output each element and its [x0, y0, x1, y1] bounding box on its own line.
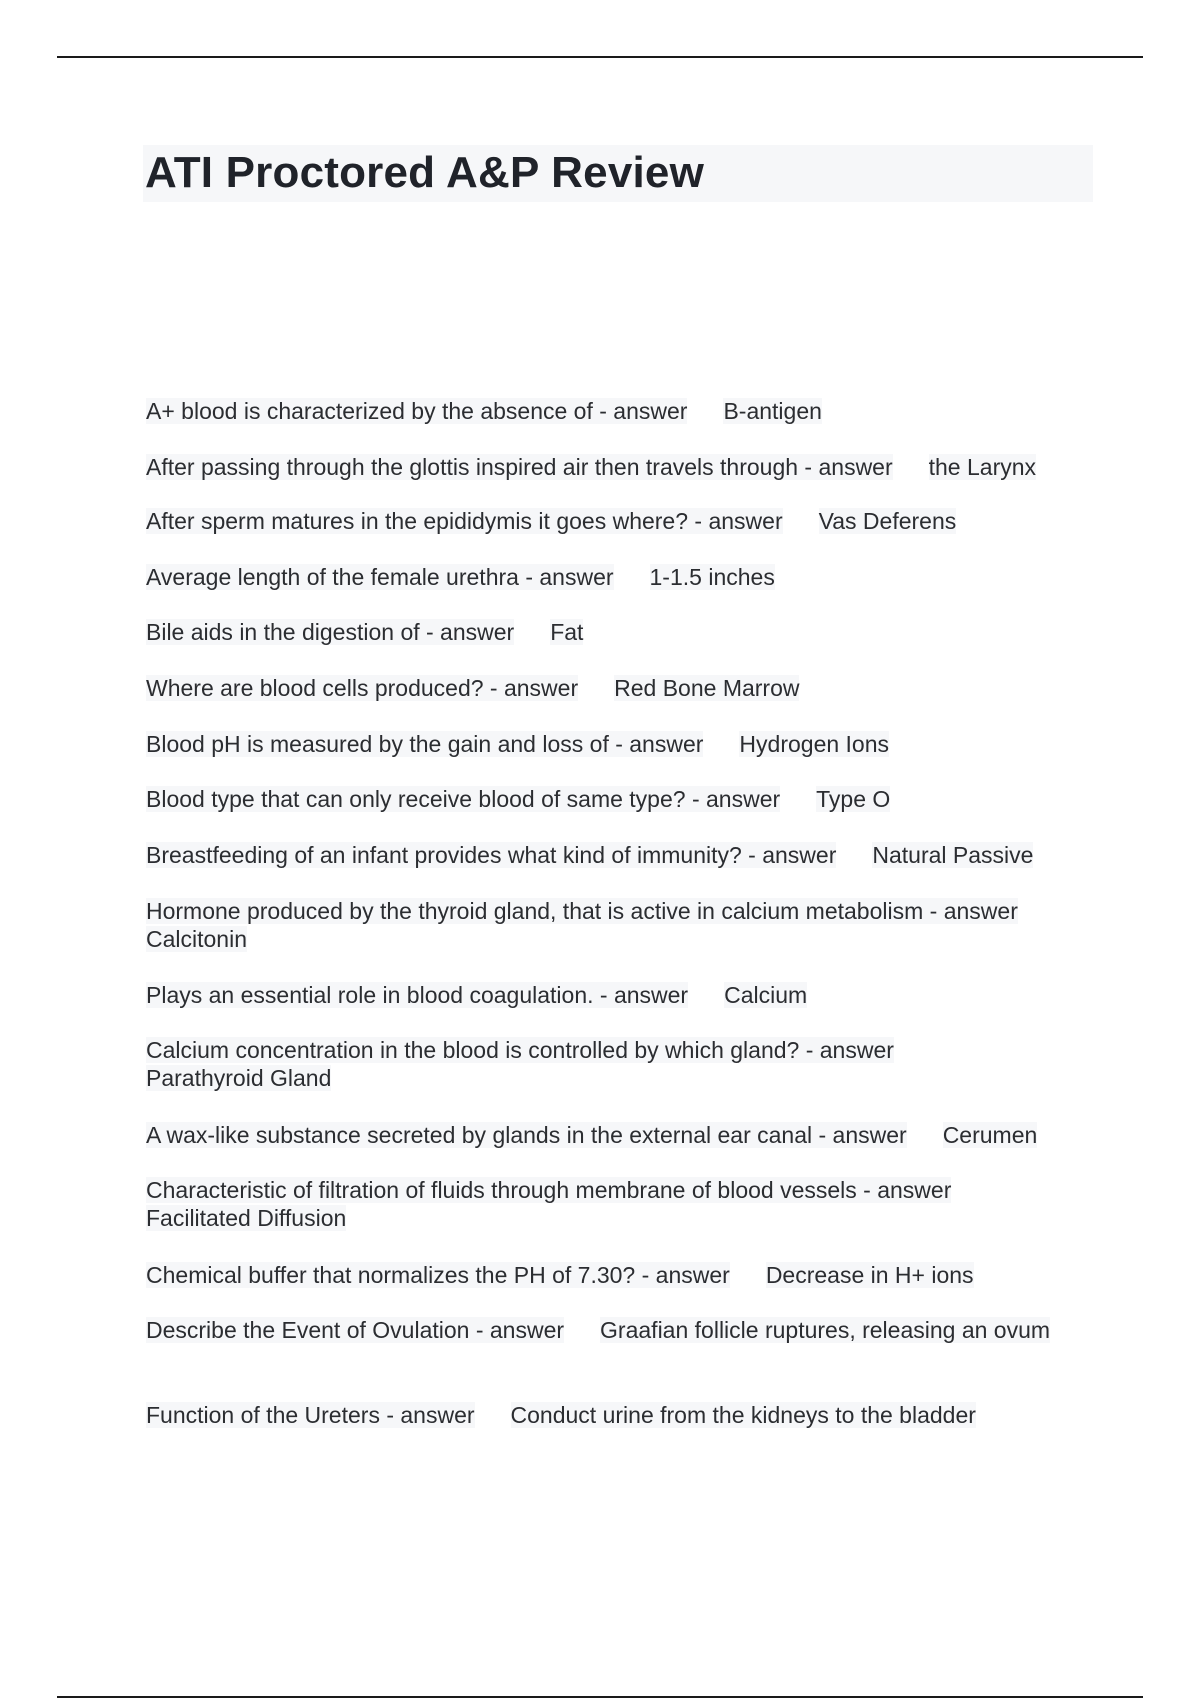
qa-item: [146, 618, 1096, 646]
question-text: Function of the Ureters - answer: [146, 1402, 475, 1428]
question-text: Describe the Event of Ovulation - answer: [146, 1317, 565, 1343]
qa-item: [146, 453, 1096, 481]
question-text: Characteristic of filtration of fluids through membrane of blood vessels - answer: [146, 1177, 952, 1203]
question-text: Blood pH is measured by the gain and loss of - answer: [146, 731, 704, 757]
qa-item: [146, 674, 1096, 702]
question-text: A wax-like substance secreted by glands in the external ear canal - answer: [146, 1122, 907, 1148]
qa-item: [146, 730, 1096, 758]
answer-text: Conduct urine from the kidneys to the bladder: [510, 1402, 976, 1428]
qa-item: [146, 1261, 1096, 1289]
answer-text: Graafian follicle ruptures, releasing an ovum: [600, 1317, 1051, 1343]
header-rule: [57, 56, 1143, 58]
qa-item: [146, 785, 1096, 813]
question-text: Where are blood cells produced? - answer: [146, 675, 579, 701]
question-text: Average length of the female urethra - answer: [146, 564, 614, 590]
question-text: After passing through the glottis inspired air then travels through - answer: [146, 454, 893, 480]
qa-item: [146, 1121, 1096, 1149]
answer-text: Vas Deferens: [818, 508, 957, 534]
qa-item: [146, 981, 1096, 1009]
answer-text: 1-1.5 inches: [649, 564, 775, 590]
answer-text: the Larynx: [928, 454, 1037, 480]
qa-item: [146, 841, 1096, 869]
qa-item: [146, 507, 1096, 535]
question-text: Plays an essential role in blood coagulation. - answer: [146, 982, 689, 1008]
answer-text: Facilitated Diffusion: [146, 1205, 347, 1231]
answer-text: Natural Passive: [872, 842, 1034, 868]
qa-item: [146, 1316, 1096, 1344]
answer-text: B-antigen: [723, 398, 822, 424]
answer-text: Calcium: [724, 982, 808, 1008]
answer-text: Fat: [550, 619, 584, 645]
answer-text: Type O: [816, 786, 891, 812]
answer-text: Decrease in H+ ions: [765, 1262, 974, 1288]
question-text: Bile aids in the digestion of - answer: [146, 619, 515, 645]
question-text: Calcium concentration in the blood is controlled by which gland? - answer: [146, 1037, 894, 1063]
question-text: Breastfeeding of an infant provides what kind of immunity? - answer: [146, 842, 837, 868]
qa-item: [146, 1176, 1096, 1232]
question-text: After sperm matures in the epididymis it goes where? - answer: [146, 508, 783, 534]
answer-text: Cerumen: [942, 1122, 1038, 1148]
question-text: A+ blood is characterized by the absence of - answer: [146, 398, 688, 424]
qa-item: [146, 897, 1096, 953]
answer-text: Calcitonin: [146, 926, 247, 952]
qa-item: [146, 1036, 1096, 1092]
answer-text: Hydrogen Ions: [739, 731, 890, 757]
footer-rule: [57, 1696, 1143, 1698]
answer-text: Parathyroid Gland: [146, 1065, 332, 1091]
question-text: Chemical buffer that normalizes the PH of 7.30? - answer: [146, 1262, 730, 1288]
qa-item: [146, 563, 1096, 591]
page-title: ATI Proctored A&P Review: [145, 148, 705, 197]
answer-text: Red Bone Marrow: [614, 675, 800, 701]
qa-item: [146, 1401, 1096, 1429]
question-text: Hormone produced by the thyroid gland, that is active in calcium metabolism - answer: [146, 898, 1018, 924]
qa-item: [146, 397, 1096, 425]
question-text: Blood type that can only receive blood of same type? - answer: [146, 786, 781, 812]
